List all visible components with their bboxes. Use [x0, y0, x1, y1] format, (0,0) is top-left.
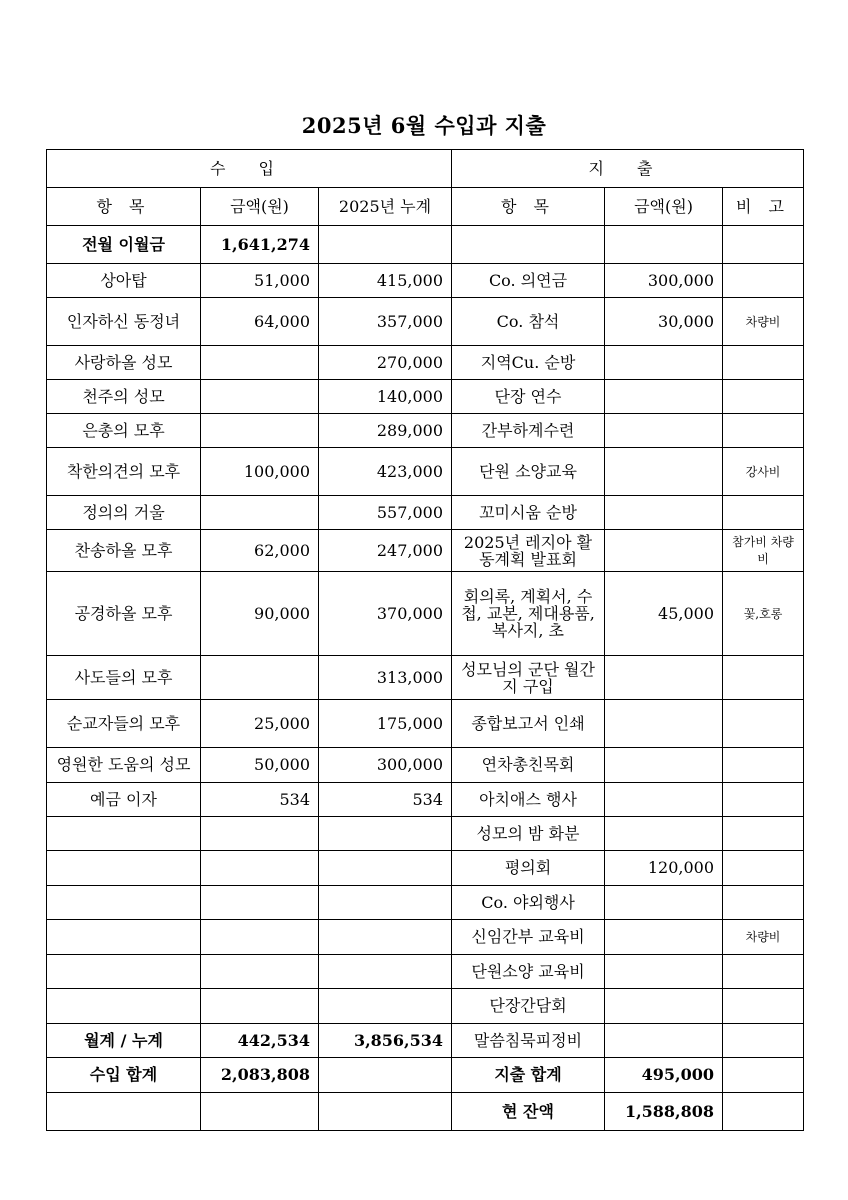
income-item: 정의의 거울: [47, 496, 201, 530]
remark-header: 비 고: [736, 196, 791, 216]
table-row: [47, 496, 804, 530]
expense-item: 단원 소양교육: [452, 448, 605, 496]
expense-amount: 300,000: [605, 264, 723, 298]
income-cumulative: [319, 851, 452, 886]
income-amount: [201, 851, 319, 886]
remark: [723, 1093, 804, 1131]
expense-amount: [605, 920, 723, 955]
income-amount: [201, 989, 319, 1024]
income-item: 은총의 모후: [47, 414, 201, 448]
expense-item: 단원소양 교육비: [452, 955, 605, 989]
table-row: [47, 748, 804, 783]
remark: [723, 346, 804, 380]
table-row: [47, 989, 804, 1024]
income-cumulative: 300,000: [319, 748, 452, 783]
expense-item: 꼬미시움 순방: [452, 496, 605, 530]
income-cumulative: 534: [319, 783, 452, 817]
remark: [723, 264, 804, 298]
income-cumulative: [319, 226, 452, 264]
expense-item-header: 항 목: [501, 196, 556, 216]
table-row: [47, 817, 804, 851]
remark: [723, 783, 804, 817]
income-cumulative: 270,000: [319, 346, 452, 380]
income-item: 영원한 도움의 성모: [47, 748, 201, 783]
remark: 꽃,호롱: [723, 572, 804, 656]
balance-row: [47, 1093, 804, 1131]
expense-amount: [605, 748, 723, 783]
income-cumulative: 247,000: [319, 530, 452, 572]
expense-item: 신임간부 교육비: [452, 920, 605, 955]
income-cumulative: 357,000: [319, 298, 452, 346]
table-row: [47, 656, 804, 700]
table-row: [47, 298, 804, 346]
income-item: [47, 920, 201, 955]
expense-item: Co. 의연금: [452, 264, 605, 298]
income-amount: [201, 886, 319, 920]
remark: [723, 748, 804, 783]
income-cumulative: 140,000: [319, 380, 452, 414]
income-item: 사랑하올 성모: [47, 346, 201, 380]
table-row: [47, 380, 804, 414]
expense-item: 평의회: [452, 851, 605, 886]
expense-item: [452, 226, 605, 264]
income-item: 순교자들의 모후: [47, 700, 201, 748]
table-row: [47, 920, 804, 955]
expense-amount: [605, 448, 723, 496]
remark: [723, 380, 804, 414]
section-header-row: [47, 150, 804, 188]
income-amount: [201, 955, 319, 989]
income-item: [47, 955, 201, 989]
income-amount-header: 금액(원): [201, 188, 319, 226]
income-cumulative: 313,000: [319, 656, 452, 700]
income-amount: [201, 496, 319, 530]
remark: [723, 1024, 804, 1058]
income-item: 전월 이월금: [47, 226, 201, 264]
income-cumulative: 289,000: [319, 414, 452, 448]
expense-item: 단장간담회: [452, 989, 605, 1024]
expense-item: 연차총친목회: [452, 748, 605, 783]
remark: 강사비: [723, 448, 804, 496]
income-amount: 51,000: [201, 264, 319, 298]
remark: [723, 851, 804, 886]
income-item: 상아탑: [47, 264, 201, 298]
income-item: [47, 886, 201, 920]
expense-item: Co. 야외행사: [452, 886, 605, 920]
expense-amount: [605, 414, 723, 448]
income-amount: 62,000: [201, 530, 319, 572]
table-row: [47, 572, 804, 656]
expense-amount: [605, 226, 723, 264]
expense-amount: [605, 656, 723, 700]
remark: 참가비 차량비: [723, 530, 804, 572]
table-row: [47, 955, 804, 989]
income-amount: 50,000: [201, 748, 319, 783]
income-item: 착한의견의 모후: [47, 448, 201, 496]
income-amount: [201, 414, 319, 448]
income-cumulative: 415,000: [319, 264, 452, 298]
table-row: [47, 448, 804, 496]
remark: [723, 700, 804, 748]
table-row: [47, 700, 804, 748]
expense-amount: [605, 989, 723, 1024]
income-cumulative: 3,856,534: [319, 1024, 452, 1058]
ledger-table: [46, 149, 804, 1131]
expense-item: 종합보고서 인쇄: [452, 700, 605, 748]
income-cumulative: 175,000: [319, 700, 452, 748]
table-row: [47, 886, 804, 920]
income-cumulative: [319, 817, 452, 851]
income-item: 사도들의 모후: [47, 656, 201, 700]
income-item: [47, 1093, 201, 1131]
income-cumulative-header: 2025년 누계: [319, 188, 452, 226]
table-row: [47, 414, 804, 448]
sum-row: [47, 1058, 804, 1093]
table-row: [47, 530, 804, 572]
expense-item: 성모의 밤 화분: [452, 817, 605, 851]
income-amount: 442,534: [201, 1024, 319, 1058]
expense-amount: 45,000: [605, 572, 723, 656]
income-item: 인자하신 동정녀: [47, 298, 201, 346]
income-amount: [201, 1093, 319, 1131]
expense-amount: [605, 817, 723, 851]
expense-amount: [605, 783, 723, 817]
expense-amount: [605, 955, 723, 989]
income-amount: [201, 656, 319, 700]
expense-item: 회의록, 계획서, 수첩, 교본, 제대용품, 복사지, 초: [452, 572, 605, 656]
remark: [723, 817, 804, 851]
remark: 차량비: [723, 298, 804, 346]
income-cumulative: [319, 920, 452, 955]
expense-item: 말씀침묵피정비: [452, 1024, 605, 1058]
remark: [723, 414, 804, 448]
expense-amount: [605, 496, 723, 530]
table-row: [47, 226, 804, 264]
income-cumulative: 423,000: [319, 448, 452, 496]
income-amount: [201, 346, 319, 380]
remark: [723, 226, 804, 264]
table-row: [47, 264, 804, 298]
income-item: [47, 989, 201, 1024]
expense-item: 간부하계수련: [452, 414, 605, 448]
income-section-header: 수 입: [210, 158, 288, 178]
income-item: [47, 851, 201, 886]
expense-item: 아치애스 행사: [452, 783, 605, 817]
remark: [723, 496, 804, 530]
remark: 차량비: [723, 920, 804, 955]
expense-amount-header: 금액(원): [605, 188, 723, 226]
income-cumulative: [319, 1058, 452, 1093]
income-amount: 2,083,808: [201, 1058, 319, 1093]
income-amount: 64,000: [201, 298, 319, 346]
table-row: [47, 783, 804, 817]
expense-amount: 120,000: [605, 851, 723, 886]
income-cumulative: 557,000: [319, 496, 452, 530]
income-item-header: 항 목: [96, 196, 151, 216]
expense-amount: [605, 700, 723, 748]
page-title: 2025년 6월 수입과 지출: [301, 113, 547, 138]
table-row: [47, 346, 804, 380]
income-cumulative: [319, 886, 452, 920]
expense-amount: [605, 530, 723, 572]
expense-amount: [605, 380, 723, 414]
column-header-row: [47, 188, 804, 226]
income-cumulative: [319, 1093, 452, 1131]
expense-item: 성모님의 군단 월간지 구입: [452, 656, 605, 700]
remark: [723, 656, 804, 700]
expense-item: 현 잔액: [452, 1093, 605, 1131]
expense-item: 지출 합계: [452, 1058, 605, 1093]
expense-amount: [605, 346, 723, 380]
remark: [723, 955, 804, 989]
income-cumulative: [319, 989, 452, 1024]
expense-item: 2025년 레지아 활동계획 발표회: [452, 530, 605, 572]
expense-amount: 495,000: [605, 1058, 723, 1093]
expense-item: 단장 연수: [452, 380, 605, 414]
income-amount: 534: [201, 783, 319, 817]
income-item: [47, 817, 201, 851]
income-item: 수입 합계: [47, 1058, 201, 1093]
expense-item: 지역Cu. 순방: [452, 346, 605, 380]
remark: [723, 989, 804, 1024]
income-item: 공경하올 모후: [47, 572, 201, 656]
expense-amount: 30,000: [605, 298, 723, 346]
income-item: 월계 / 누계: [47, 1024, 201, 1058]
totals-row: [47, 1024, 804, 1058]
income-amount: 100,000: [201, 448, 319, 496]
income-amount: 1,641,274: [201, 226, 319, 264]
income-item: 예금 이자: [47, 783, 201, 817]
income-amount: 90,000: [201, 572, 319, 656]
remark: [723, 886, 804, 920]
expense-amount: [605, 1024, 723, 1058]
income-cumulative: 370,000: [319, 572, 452, 656]
expense-item: Co. 참석: [452, 298, 605, 346]
expense-amount: [605, 886, 723, 920]
income-amount: [201, 920, 319, 955]
income-amount: 25,000: [201, 700, 319, 748]
income-amount: [201, 817, 319, 851]
expense-amount: 1,588,808: [605, 1093, 723, 1131]
income-amount: [201, 380, 319, 414]
table-row: [47, 851, 804, 886]
income-item: 찬송하올 모후: [47, 530, 201, 572]
income-cumulative: [319, 955, 452, 989]
remark: [723, 1058, 804, 1093]
income-item: 천주의 성모: [47, 380, 201, 414]
expense-section-header: 지 출: [588, 158, 667, 178]
